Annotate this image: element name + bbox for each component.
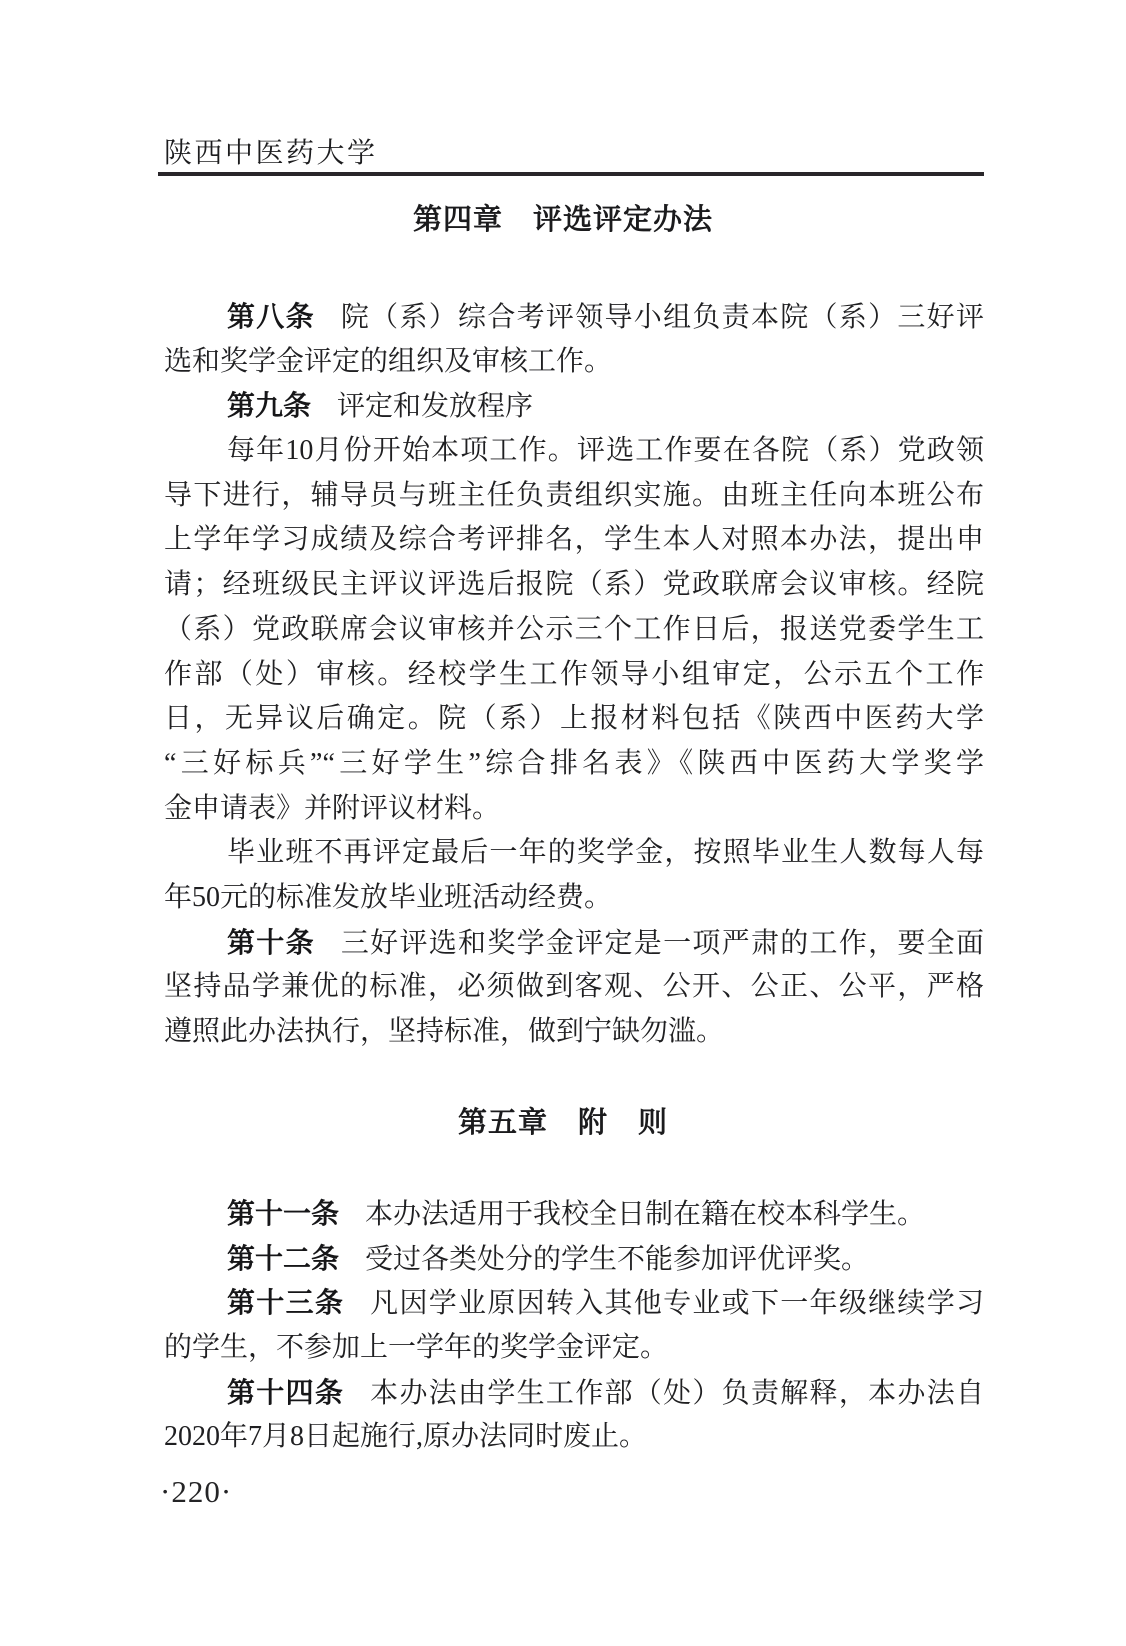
text-line	[164, 474, 984, 519]
text-line	[164, 787, 984, 832]
line-text: 选和奖学金评定的组织及审核工作。	[164, 345, 613, 377]
article-label: 第十三条	[227, 1287, 345, 1319]
line-text: 院（系）综合考评领导小组负责本院（系）三好评	[340, 302, 984, 333]
text-line	[164, 921, 984, 966]
text-line	[164, 653, 984, 698]
article-label: 第十一条	[227, 1198, 340, 1229]
line-text: 请；经班级民主评议评选后报院（系）党政联席会议审核。经院	[164, 569, 984, 601]
line-text: 作部（处）审核。经校学生工作领导小组审定，公示五个工作	[164, 658, 984, 690]
text-line	[164, 965, 984, 1010]
text-line	[164, 429, 984, 474]
text-line	[164, 608, 984, 653]
text-line	[164, 1010, 984, 1055]
text-line	[164, 1237, 984, 1282]
line-text: 每年10月份开始本项工作。评选工作要在各院（系）党政领	[227, 435, 984, 467]
text-line	[164, 563, 984, 608]
line-text: 本办法由学生工作部（处）负责解释，本办法自	[370, 1377, 984, 1409]
line-text: 导下进行，辅导员与班主任负责组织实施。由班主任向本班公布	[164, 479, 984, 511]
line-text: 凡因学业原因转入其他专业或下一年级继续学习	[370, 1288, 984, 1320]
line-text: 毕业班不再评定最后一年的奖学金，按照毕业生人数每人每	[227, 837, 984, 869]
line-text: 遵照此办法执行，坚持标准，做到宁缺勿滥。	[164, 1016, 725, 1047]
page-number: ·220·	[160, 1474, 233, 1509]
text-line	[164, 831, 984, 876]
text-line	[164, 340, 984, 385]
text-line	[164, 1281, 984, 1326]
line-text: 上学年学习成绩及综合考评排名，学生本人对照本办法，提出申	[164, 524, 984, 556]
chapter-4-title: 第四章 评选评定办法	[412, 204, 713, 236]
line-text: 本办法适用于我校全日制在籍在校本科学生。	[365, 1199, 926, 1230]
text-line	[164, 295, 984, 340]
line-text: 受过各类处分的学生不能参加评优评奖。	[365, 1243, 870, 1275]
line-text: （系）党政联席会议审核并公示三个工作日后，报送党委学生工	[164, 613, 984, 645]
line-text: 日，无异议后确定。院（系）上报材料包括《陕西中医药大学	[164, 703, 984, 735]
article-label: 第十二条	[227, 1242, 340, 1274]
chapter-5-title: 第五章 附 则	[457, 1107, 668, 1139]
article-label: 第十条	[227, 926, 315, 958]
chapter-5-body	[164, 1192, 984, 1460]
text-line	[164, 742, 984, 787]
line-text: 评定和发放程序	[337, 391, 534, 423]
text-line	[164, 1326, 984, 1371]
line-text: “三好标兵”“三好学生”综合排名表》《陕西中医药大学奖学	[164, 747, 984, 779]
line-text: 的学生，不参加上一学年的奖学金评定。	[164, 1332, 669, 1364]
running-header-school-name: 陕西中医药大学	[164, 137, 378, 168]
header-rule	[158, 172, 984, 176]
text-line	[164, 384, 984, 429]
chapter-4-body	[164, 295, 984, 1055]
article-label: 第九条	[227, 390, 312, 422]
text-line	[164, 518, 984, 563]
line-text: 三好评选和奖学金评定是一项严肃的工作，要全面	[340, 927, 984, 959]
text-line	[164, 697, 984, 742]
text-line	[164, 1371, 984, 1416]
line-text: 金申请表》并附评议材料。	[164, 792, 501, 824]
article-label: 第八条	[227, 301, 315, 332]
text-line	[164, 1192, 984, 1237]
line-text: 2020年7月8日起施行,原办法同时废止。	[164, 1421, 648, 1453]
article-label: 第十四条	[227, 1376, 345, 1408]
line-text: 年50元的标准发放毕业班活动经费。	[164, 881, 613, 913]
line-text: 坚持品学兼优的标准，必须做到客观、公开、公正、公平，严格	[164, 971, 984, 1003]
text-line	[164, 876, 984, 921]
text-line	[164, 1415, 984, 1460]
